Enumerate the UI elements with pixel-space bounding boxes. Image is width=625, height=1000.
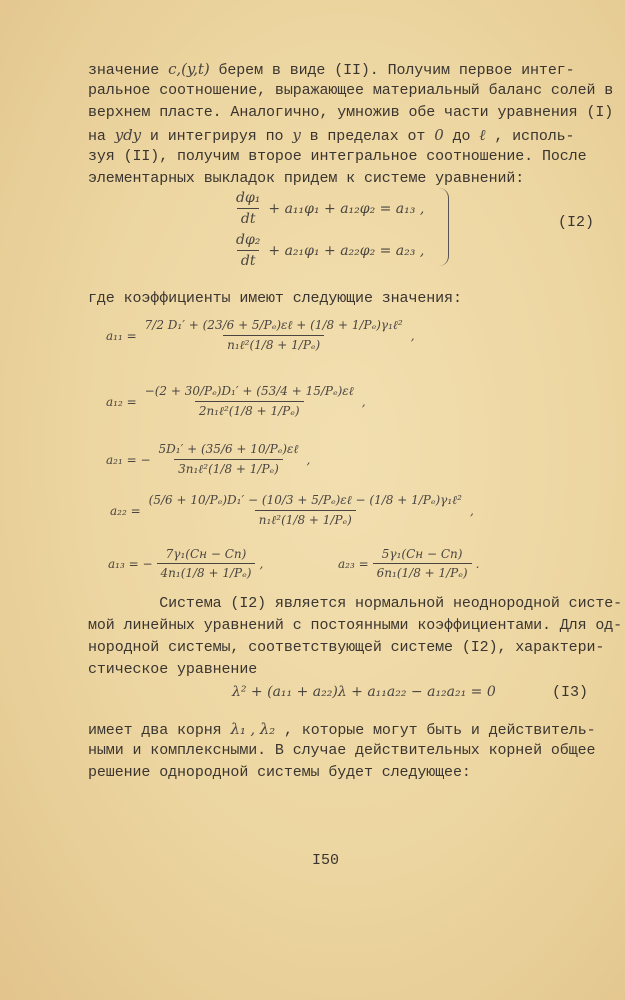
coef-a22 bbox=[110, 493, 474, 528]
punct: , bbox=[361, 394, 366, 409]
text-line bbox=[88, 720, 596, 739]
text-line: ными и комплексными. В случае действительных корней общее bbox=[88, 742, 596, 759]
text-line: мой линейных уравнений с постоянными коэффициентами. Для од- bbox=[88, 617, 623, 634]
text: в пределах от bbox=[300, 128, 435, 145]
coefficients-intro: где коэффициенты имеют следующие значения: bbox=[88, 290, 462, 307]
fraction bbox=[232, 232, 264, 269]
denominator: dt bbox=[237, 208, 260, 227]
text: на bbox=[88, 128, 115, 145]
text: элементарных выкладок придем к системе уравнений: bbox=[88, 170, 525, 187]
text: значение bbox=[88, 62, 169, 79]
coef-a11 bbox=[106, 318, 415, 353]
lhs: a₂₃ = bbox=[338, 556, 369, 571]
numerator: 7γ₁(Cн − Cп) bbox=[165, 547, 247, 561]
equation-1 bbox=[228, 190, 424, 227]
characteristic-equation: λ² + (a₁₁ + a₂₂)λ + a₁₁a₂₂ − a₁₂a₂₁ = 0 bbox=[232, 684, 496, 700]
math-inline: y bbox=[292, 126, 301, 144]
text: имеет два корня bbox=[88, 722, 231, 739]
math-inline: 0 bbox=[434, 126, 444, 144]
text-line bbox=[88, 170, 524, 187]
text-line: стическое уравнение bbox=[88, 661, 258, 678]
equation-number: (I2) bbox=[558, 214, 595, 231]
text-line: решение однородной системы будет следующее: bbox=[88, 764, 471, 781]
fraction bbox=[141, 318, 407, 353]
fraction bbox=[157, 547, 256, 580]
lhs: a₂₁ = − bbox=[106, 452, 151, 467]
coef-a21 bbox=[106, 442, 310, 477]
text-line bbox=[88, 60, 575, 79]
numerator: 5γ₁(Cн − Cп) bbox=[381, 547, 463, 561]
math-inline: c,(y,t) bbox=[168, 60, 210, 78]
math-inline: ℓ bbox=[479, 126, 486, 144]
equation-rest: + a₂₁φ₁ + a₂₂φ₂ = a₂₃ , bbox=[268, 242, 425, 259]
punct: , bbox=[306, 452, 311, 467]
denominator: dt bbox=[237, 250, 260, 269]
lhs: a₁₂ = bbox=[106, 394, 137, 409]
denominator: n₁ℓ²(1/8 + 1/Pₑ) bbox=[223, 335, 324, 353]
fraction bbox=[145, 493, 466, 528]
lhs: a₁₃ = − bbox=[108, 556, 153, 571]
text: , которые могут быть и действитель- bbox=[275, 722, 596, 739]
text: ральное соотношение, выражающее материальный баланс солей в bbox=[88, 82, 614, 99]
text: и интегрируя по bbox=[140, 128, 293, 145]
coef-a13 bbox=[108, 547, 263, 580]
punct: , bbox=[259, 556, 264, 571]
text-line: Система (I2) является нормальной неоднородной систе- bbox=[88, 595, 623, 612]
punct: . bbox=[475, 556, 480, 571]
lhs: a₁₁ = bbox=[106, 328, 137, 343]
text: до bbox=[443, 128, 480, 145]
text-line bbox=[88, 148, 586, 165]
numerator: 7/2 D₁′ + (23/6 + 5/Pₑ)εℓ + (1/8 + 1/Pₑ)γ₁ℓ² bbox=[144, 318, 403, 332]
math-inline: ydy bbox=[114, 126, 141, 144]
equation-rest: + a₁₁φ₁ + a₁₂φ₂ = a₁₃ , bbox=[268, 200, 425, 217]
numerator: −(2 + 30/Pₑ)D₁′ + (53/4 + 15/Pₑ)εℓ bbox=[144, 384, 354, 398]
text: берем в виде (II). Получим первое интег- bbox=[209, 62, 575, 79]
punct: , bbox=[469, 503, 474, 518]
coef-a23 bbox=[338, 547, 479, 580]
text: , исполь- bbox=[485, 128, 575, 145]
math-inline: λ₁ , λ₂ bbox=[230, 720, 276, 738]
text-line bbox=[88, 104, 613, 121]
fraction bbox=[155, 442, 303, 477]
equation-2 bbox=[228, 232, 424, 269]
page-number: I50 bbox=[312, 852, 340, 869]
text: верхнем пласте. Аналогично, умножив обе части уравнения (I) bbox=[88, 104, 614, 121]
text-line: нородной системы, соответствующей системе (I2), характери- bbox=[88, 639, 605, 656]
equation-number: (I3) bbox=[552, 684, 589, 701]
numerator: (5/6 + 10/Pₑ)D₁′ − (10/3 + 5/Pₑ)εℓ − (1/8 + 1/Pₑ)γ₁ℓ² bbox=[148, 493, 462, 507]
text: зуя (II), получим второе интегральное соотношение. После bbox=[88, 148, 587, 165]
fraction bbox=[373, 547, 472, 580]
numerator: dφ₁ bbox=[236, 190, 261, 206]
fraction bbox=[232, 190, 264, 227]
denominator: n₁ℓ²(1/8 + 1/Pₑ) bbox=[255, 510, 356, 528]
lhs: a₂₂ = bbox=[110, 503, 141, 518]
punct: , bbox=[410, 328, 415, 343]
fraction bbox=[141, 384, 358, 419]
text-line bbox=[88, 82, 613, 99]
coef-a12 bbox=[106, 384, 366, 419]
text-line bbox=[88, 126, 574, 145]
denominator: 6n₁(1/8 + 1/Pₑ) bbox=[373, 563, 472, 580]
denominator: 3n₁ℓ²(1/8 + 1/Pₑ) bbox=[174, 459, 283, 477]
numerator: dφ₂ bbox=[236, 232, 261, 248]
right-brace bbox=[438, 188, 449, 266]
denominator: 4n₁(1/8 + 1/Pₑ) bbox=[157, 563, 256, 580]
denominator: 2n₁ℓ²(1/8 + 1/Pₑ) bbox=[195, 401, 304, 419]
numerator: 5D₁′ + (35/6 + 10/Pₑ)εℓ bbox=[158, 442, 299, 456]
